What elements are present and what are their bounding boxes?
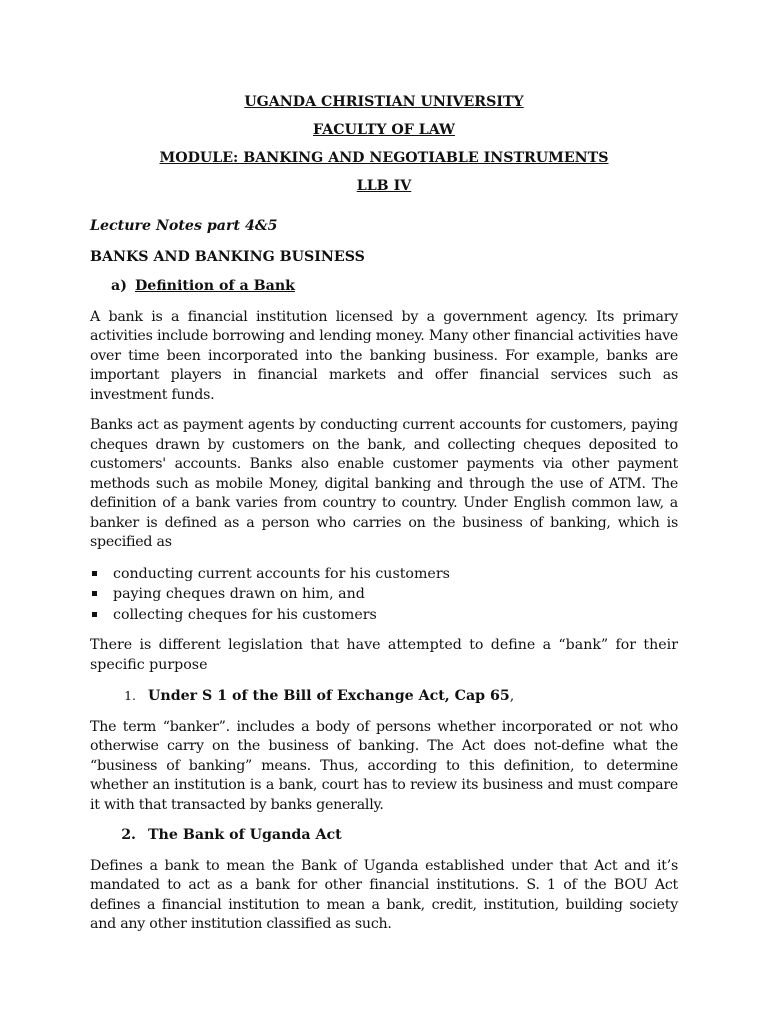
list-item-text: conducting current accounts for his customers: [113, 565, 450, 582]
banking-activities-list: [90, 564, 678, 626]
module-title: MODULE: BANKING AND NEGOTIABLE INSTRUMENTS: [159, 150, 609, 166]
square-bullet-icon: [92, 591, 97, 596]
level-label: LLB IV: [356, 178, 412, 194]
section-title: BANKS AND BANKING BUSINESS: [90, 248, 365, 265]
lecture-title: Lecture Notes part 4&5: [90, 218, 278, 234]
numbered-heading-title: The Bank of Uganda Act: [148, 827, 342, 843]
numbered-heading-number: 1.: [124, 688, 136, 703]
university-name: UGANDA CHRISTIAN UNIVERSITY: [244, 94, 524, 110]
subsection-title: Definition of a Bank: [135, 278, 295, 294]
list-item: [90, 605, 678, 626]
document-page: [90, 88, 678, 935]
list-item-text: paying cheques drawn on him, and: [113, 586, 365, 602]
list-item-text: collecting cheques for his customers: [113, 606, 377, 623]
numbered-heading-number: 2.: [121, 827, 136, 843]
document-header: [90, 88, 678, 200]
paragraph-definition: A bank is a financial institution licensed by a government agency. Its primary activities include borrowing and lending money. Many other financial activities have over time been incorporated into the banking business. For example, banks are important players in financial markets and offer financial services such as investment funds.: [90, 308, 678, 403]
list-item: [90, 584, 678, 605]
paragraph-payment-agents: Banks act as payment agents by conducting current accounts for customers, paying cheques drawn by customers on the bank, and collecting cheques deposited to customers' accounts. Banks also enable customer payments via other payment methods such as mobile Money, digital banking and through the use of ATM. The definition of a bank varies from country to country. Under English common law, a banker is defined as a person who carries on the business of banking, which is specified as: [90, 417, 678, 550]
square-bullet-icon: [92, 571, 97, 576]
numbered-heading-title: Under S 1 of the Bill of Exchange Act, Cap 65: [148, 688, 510, 704]
subsection-marker: a): [111, 278, 127, 294]
paragraph-banker-term: The term “banker”. includes a body of persons whether incorporated or not who otherwise carry on the business of banking. The Act does not-define what the “business of banking” means. Thus, according to this definition, to determine whether an institution is a bank, court has to review its business and must compare it with that transacted by banks generally.: [90, 718, 678, 813]
faculty-name: FACULTY OF LAW: [313, 122, 455, 138]
square-bullet-icon: [92, 612, 97, 617]
numbered-heading-tail: ,: [509, 688, 515, 704]
list-item: [90, 564, 678, 585]
numbered-heading-bills-of-exchange: [90, 686, 678, 707]
paragraph-bou-definition: Defines a bank to mean the Bank of Uganda established under that Act and it’s mandated to act as a bank for other financial institutions. S. 1 of the BOU Act defines a financial institution to mean a bank, credit, institution, building society and any other institution classified as such.: [90, 857, 678, 932]
numbered-heading-bank-of-uganda: [90, 826, 678, 846]
subsection-heading: [90, 277, 678, 297]
paragraph-legislation: There is different legislation that have attempted to define a “bank” for their specific purpose: [90, 637, 678, 673]
